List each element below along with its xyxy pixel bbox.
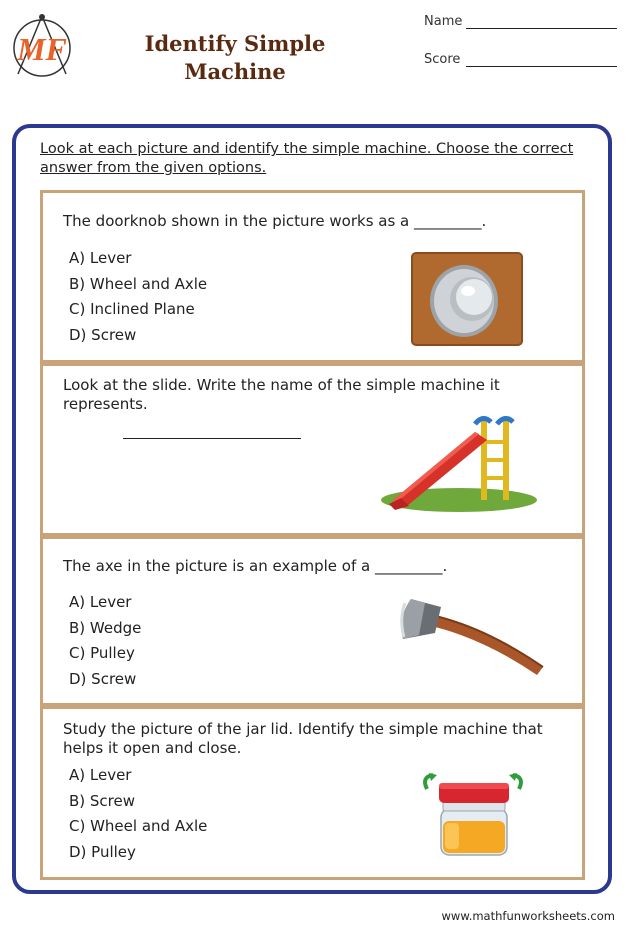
axe-image: [395, 593, 549, 679]
option[interactable]: D) Screw: [69, 669, 137, 688]
score-line[interactable]: [466, 52, 617, 67]
score-field[interactable]: [424, 52, 617, 67]
logo-text: MF: [17, 31, 67, 67]
option[interactable]: C) Pulley: [69, 644, 135, 663]
question-1: [40, 190, 585, 363]
score-label: Score: [424, 52, 461, 67]
doorknob-image: [406, 249, 524, 347]
option[interactable]: B) Screw: [69, 791, 136, 810]
question-4: [40, 706, 585, 880]
option[interactable]: A) Lever: [69, 766, 132, 784]
question-3-text: The axe in the picture is an example of a _________.: [63, 557, 448, 575]
option[interactable]: C) Inclined Plane: [69, 300, 195, 319]
question-3: [40, 536, 585, 706]
jar-image: [419, 773, 529, 857]
option[interactable]: C) Wheel and Axle: [69, 817, 208, 836]
question-2: [40, 363, 585, 536]
question-1-options: [69, 246, 207, 348]
footer-url[interactable]: www.mathfunworksheets.com: [441, 909, 615, 923]
name-label: Name: [424, 14, 463, 29]
slide-image: [379, 410, 539, 514]
question-1-text: The doorknob shown in the picture works as a _________.: [63, 212, 487, 230]
page-title: [130, 30, 340, 86]
question-2-text: Look at the slide. Write the name of the simple machine it represents.: [63, 376, 500, 413]
name-field[interactable]: [424, 14, 617, 29]
question-4-text: Study the picture of the jar lid. Identify the simple machine that helps it open and close.: [63, 720, 543, 757]
answer-line[interactable]: [123, 438, 301, 439]
instruction-text: Look at each picture and identify the simple machine. Choose the correct answer from the given options.: [40, 141, 574, 176]
name-line[interactable]: [466, 14, 617, 29]
option[interactable]: B) Wedge: [69, 618, 142, 637]
option[interactable]: D) Screw: [69, 325, 137, 344]
question-4-options: [69, 763, 207, 865]
title-line-1: Identify Simple: [144, 31, 326, 56]
logo: [6, 10, 78, 82]
option[interactable]: B) Wheel and Axle: [69, 274, 208, 293]
title-line-2: Machine: [184, 59, 286, 84]
option[interactable]: A) Lever: [69, 593, 132, 611]
option[interactable]: D) Pulley: [69, 842, 136, 861]
option[interactable]: A) Lever: [69, 249, 132, 267]
question-3-options: [69, 590, 141, 692]
